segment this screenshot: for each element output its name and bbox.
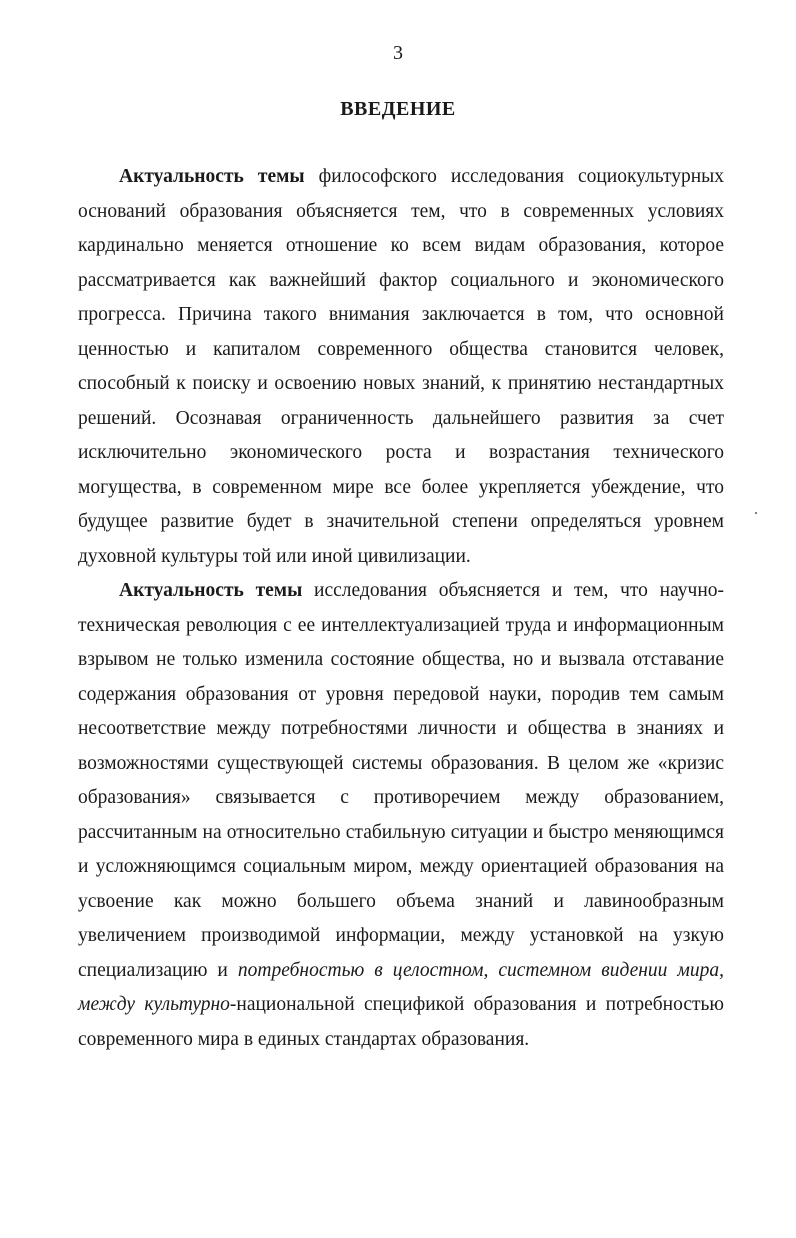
paragraph-2-tail: национальной спецификой образования и потребностью современного мира в единых стандартах образования. [78,994,724,1050]
paragraph-2-italic: потребностью в целостном, системном видении мира, между культурно- [78,959,724,1015]
section-heading: ВВЕДЕНИЕ [340,98,456,120]
paragraph-2-lead: Актуальность темы [119,580,303,601]
paragraph-2 [78,574,724,1057]
scan-speck [755,512,757,514]
page-number: 3 [393,42,403,64]
body-text [78,160,724,1057]
paragraph-2-text: исследования объясняется и тем, что научно-техническая революция с ее интеллектуализацией труда и информационным взрывом не только изменила состояние общества, но и вызвала отставание содержания образования от уровня передовой науки, породив тем самым несоответствие между потребностями личности и общества в знаниях и возможностями существующей системы образования. В целом же «кризис образования» связывается с противоречием между образованием, рассчитанным на относительно стабильную ситуации и быстро меняющимся и усложняющимся социальным миром, между ориентацией образования на усвоение как можно большего объема знаний и лавинообразным увеличением производимой информации, между установкой на узкую специализацию и [78,580,724,981]
paragraph-1-lead: Актуальность темы [119,166,305,187]
paragraph-1-text: философского исследования социокультурных оснований образования объясняется тем, что в современных условиях кардинально меняется отношение ко всем видам образования, которое рассматривается как важнейший фактор социального и экономического прогресса. Причина такого внимания заключается в том, что основной ценностью и капиталом современного общества становится человек, способный к поиску и освоению новых знаний, к принятию нестандартных решений. Осознавая ограниченность дальнейшего развития за счет исключительно экономического роста и возрастания технического могущества, в современном мире все более укрепляется убеждение, что будущее развитие будет в значительной степени определяться уровнем духовной культуры той или иной цивилизации. [78,166,725,567]
paragraph-1 [78,160,724,574]
